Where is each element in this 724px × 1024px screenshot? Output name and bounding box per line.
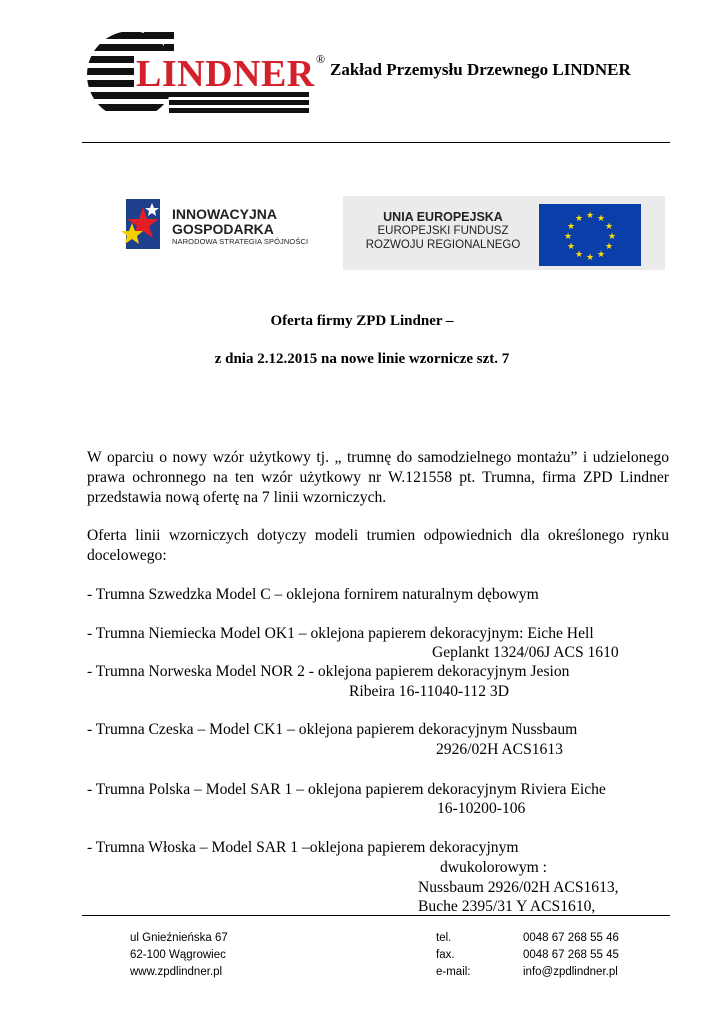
footer-tel-value: 0048 67 268 55 46 [523,932,619,944]
eu-flag-icon [539,204,641,266]
logo-wordmark: LINDNER [136,53,315,95]
lindner-logo [84,30,329,120]
footer-fax-value: 0048 67 268 55 45 [523,949,619,961]
item-norwegian-cont: Ribeira 16-11040-112 3D [349,683,509,700]
svg-text:★: ★ [566,242,576,252]
offer-title: Oferta firmy ZPD Lindner – [270,313,454,329]
footer-address2: 62-100 Wągrowiec [130,949,226,961]
item-italian: - Trumna Włoska – Model SAR 1 –oklejona papierem dekoracyjnym [87,839,519,856]
item-polish: - Trumna Polska – Model SAR 1 – oklejona papierem dekoracyjnym Riviera Eiche [87,781,606,798]
footer-fax-label: fax. [436,949,455,961]
item-czech-cont: 2926/02H ACS1613 [436,741,563,758]
item-norwegian: - Trumna Norweska Model NOR 2 - oklejona papierem dekoracyjnym Jesion [87,663,570,680]
eu-fund-text [353,210,533,252]
footer-address1: ul Gnieźnieńska 67 [130,932,228,944]
header-divider [82,142,670,143]
footer-website[interactable]: www.zpdlindner.pl [130,966,223,978]
innowacyjna-gospodarka-logo [118,193,318,255]
item-italian-cont2: Nussbaum 2926/02H ACS1613, [418,879,619,896]
svg-text:★: ★ [604,242,614,252]
offer-subtitle: z dnia 2.12.2015 na nowe linie wzornicze szt. 7 [214,351,510,367]
svg-text:★: ★ [585,211,595,221]
svg-text:★: ★ [563,232,573,242]
footer-divider [82,915,670,916]
svg-text:★: ★ [596,214,606,224]
eu-fund-logo [343,196,665,270]
market-paragraph: Oferta linii wzorniczych dotyczy modeli trumien odpowiednich dla określonego rynku docelowego: [87,527,669,564]
ig-star-icon [118,193,168,255]
ig-title-line2: GOSPODARKA [172,221,274,237]
company-name: Zakład Przemysłu Drzewnego LINDNER [330,60,631,79]
footer-tel-label: tel. [436,932,452,944]
eu-stars-icon [539,204,641,266]
registered-mark: ® [316,52,326,66]
intro-paragraph: W oparciu o nowy wzór użytkowy tj. „ trumnę do samodzielnego montażu” i udzielonego prawa ochronnego na ten wzór użytkowy nr W.121558 pt. Trumna, firma ZPD Lindner przedstawia nową ofertę na 7 linii wzorniczych. [87,449,669,506]
footer-email-value[interactable]: info@zpdlindner.pl [523,966,618,978]
svg-text:★: ★ [607,232,617,242]
footer-email-label: e-mail: [436,966,471,978]
ue-line3: ROZWOJU REGIONALNEGO [365,239,521,251]
item-italian-cont3: Buche 2395/31 Y ACS1610, [418,898,596,915]
svg-text:★: ★ [604,222,614,232]
ue-line1: UNIA EUROPEJSKA [383,210,503,224]
svg-text:★: ★ [574,214,584,224]
svg-text:★: ★ [566,222,576,232]
ig-title-line1: INNOWACYJNA [172,206,278,222]
item-czech: - Trumna Czeska – Model CK1 – oklejona papierem dekoracyjnym Nussbaum [87,721,578,738]
svg-text:★: ★ [596,250,606,260]
ig-subtitle: NARODOWA STRATEGIA SPÓJNOŚCI [172,237,309,246]
item-polish-cont: 16-10200-106 [437,800,526,817]
item-german: - Trumna Niemiecka Model OK1 – oklejona papierem dekoracyjnym: Eiche Hell [87,625,594,642]
svg-text:★: ★ [585,253,595,263]
ue-line2: EUROPEJSKI FUNDUSZ [377,225,509,237]
svg-text:★: ★ [574,250,584,260]
item-italian-cont1: dwukolorowym : [440,859,547,876]
item-german-cont: Geplankt 1324/06J ACS 1610 [432,644,619,661]
item-swedish: - Trumna Szwedzka Model C – oklejona fornirem naturalnym dębowym [87,586,539,603]
